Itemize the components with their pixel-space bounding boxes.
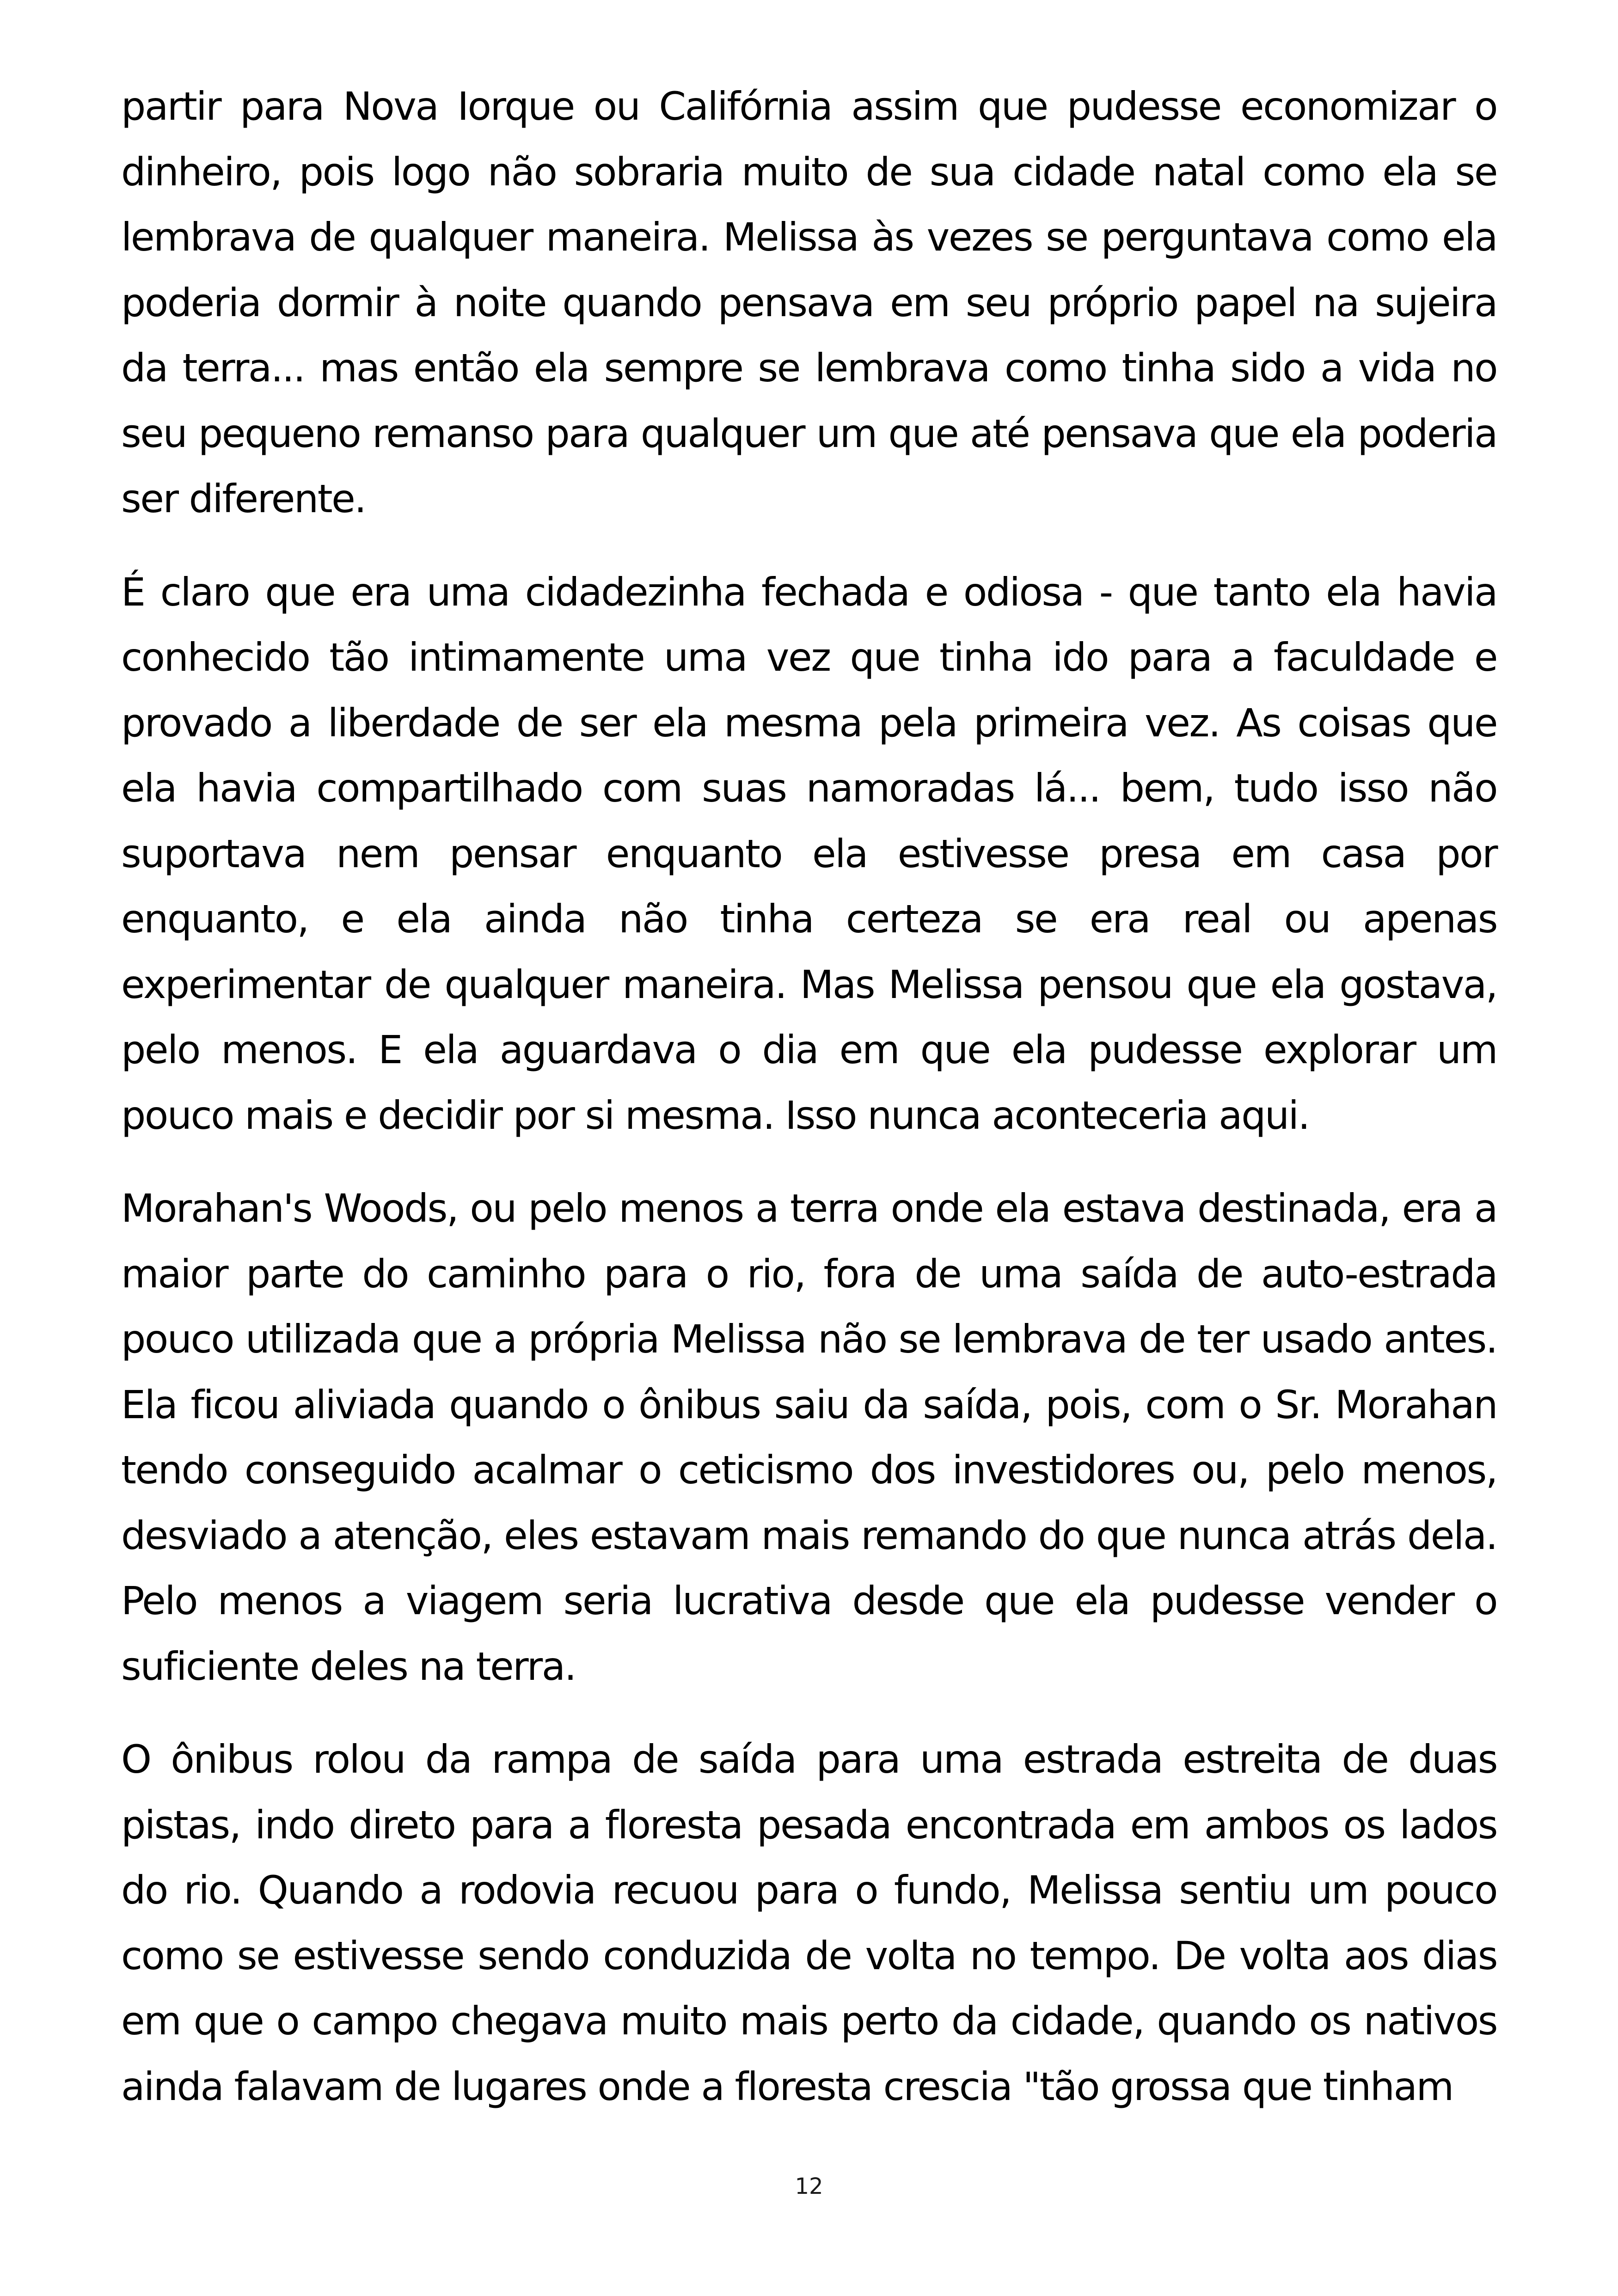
page-number: 12 bbox=[795, 2174, 823, 2199]
paragraph-4: O ônibus rolou da rampa de saída para uma estrada estreita de duas pistas, indo direto para a floresta pesada encontrada em ambos os lados do rio. Quando a rodovia recuou para o fundo, Melissa sentiu um pouco como se estivesse sendo conduzida de volta no tempo. De volta aos dias em que o campo chegava muito mais perto da cidade, quando os nativos ainda falavam de lugares onde a floresta crescia "tão grossa que tinham bbox=[121, 1737, 1497, 2109]
page-body bbox=[121, 74, 1497, 2147]
paragraph-2: É claro que era uma cidadezinha fechada e odiosa - que tanto ela havia conhecido tão intimamente uma vez que tinha ido para a faculdade e provado a liberdade de ser ela mesma pela primeira vez. As coisas que ela havia compartilhado com suas namoradas lá... bem, tudo isso não suportava nem pensar enquanto ela estivesse presa em casa por enquanto, e ela ainda não tinha certeza se era real ou apenas experimentar de qualquer maneira. Mas Melissa pensou que ela gostava, pelo menos. E ela aguardava o dia em que ela pudesse explorar um pouco mais e decidir por si mesma. Isso nunca aconteceria aqui. bbox=[121, 569, 1497, 1138]
paragraph-3: Morahan's Woods, ou pelo menos a terra onde ela estava destinada, era a maior parte do caminho para o rio, fora de uma saída de auto-estrada pouco utilizada que a própria Melissa não se lembrava de ter usado antes. Ela ficou aliviada quando o ônibus saiu da saída, pois, com o Sr. Morahan tendo conseguido acalmar o ceticismo dos investidores ou, pelo menos, desviado a atenção, eles estavam mais remando do que nunca atrás dela. Pelo menos a viagem seria lucrativa desde que ela pudesse vender o suficiente deles na terra. bbox=[121, 1186, 1497, 1689]
paragraph-1: partir para Nova Iorque ou Califórnia assim que pudesse economizar o dinheiro, pois logo não sobraria muito de sua cidade natal como ela se lembrava de qualquer maneira. Melissa às vezes se perguntava como ela poderia dormir à noite quando pensava em seu próprio papel na sujeira da terra... mas então ela sempre se lembrava como tinha sido a vida no seu pequeno remanso para qualquer um que até pensava que ela poderia ser diferente. bbox=[121, 84, 1497, 521]
